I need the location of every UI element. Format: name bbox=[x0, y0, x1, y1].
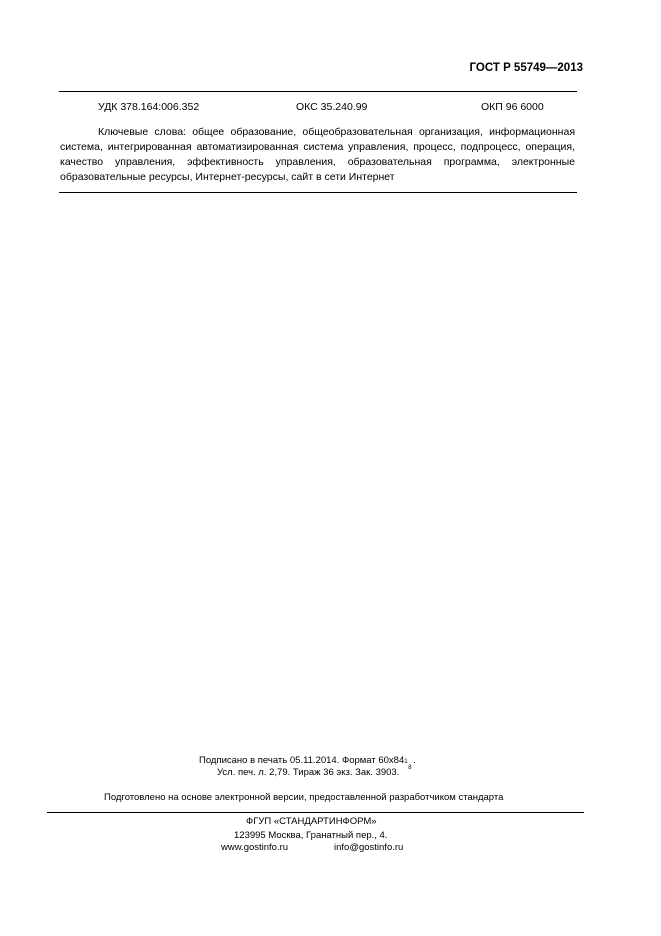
signed-for-print-line bbox=[199, 755, 416, 771]
publisher-name: ФГУП «СТАНДАРТИНФОРМ» bbox=[246, 816, 377, 827]
print-info-line: Усл. печ. л. 2,79. Тираж 36 экз. Зак. 3903. bbox=[217, 767, 400, 778]
top-divider bbox=[59, 91, 577, 92]
publisher-address: 123995 Москва, Гранатный пер., 4. bbox=[234, 830, 388, 841]
signed-text: Подписано в печать 05.11.2014. Формат 60х84 bbox=[199, 755, 405, 766]
keywords-paragraph: Ключевые слова: общее образование, общеобразовательная организация, информационная система, интегрированная автоматизированная система управления, процесс, подпроцесс, операция, качество управления, эффективность управления, образовательная программа, электронные образовательные ресурсы, Интернет-ресурсы, сайт в сети Интернет bbox=[60, 126, 575, 183]
publisher-email[interactable]: info@gostinfo.ru bbox=[334, 842, 404, 853]
document-number: ГОСТ Р 55749—2013 bbox=[469, 62, 583, 74]
okp-code: ОКП 96 6000 bbox=[481, 101, 544, 113]
prepared-note: Подготовлено на основе электронной версии, предоставленной разработчиком стандарта bbox=[104, 792, 504, 803]
oks-code: ОКС 35.240.99 bbox=[296, 101, 368, 113]
publisher-website[interactable]: www.gostinfo.ru bbox=[221, 842, 289, 853]
format-suffix: . bbox=[413, 755, 416, 766]
middle-divider bbox=[59, 192, 577, 193]
udc-code: УДК 378.164:006.352 bbox=[98, 101, 200, 113]
format-denominator: 8 bbox=[408, 765, 412, 771]
format-numerator: 1 bbox=[404, 759, 408, 765]
bottom-divider bbox=[47, 812, 584, 813]
